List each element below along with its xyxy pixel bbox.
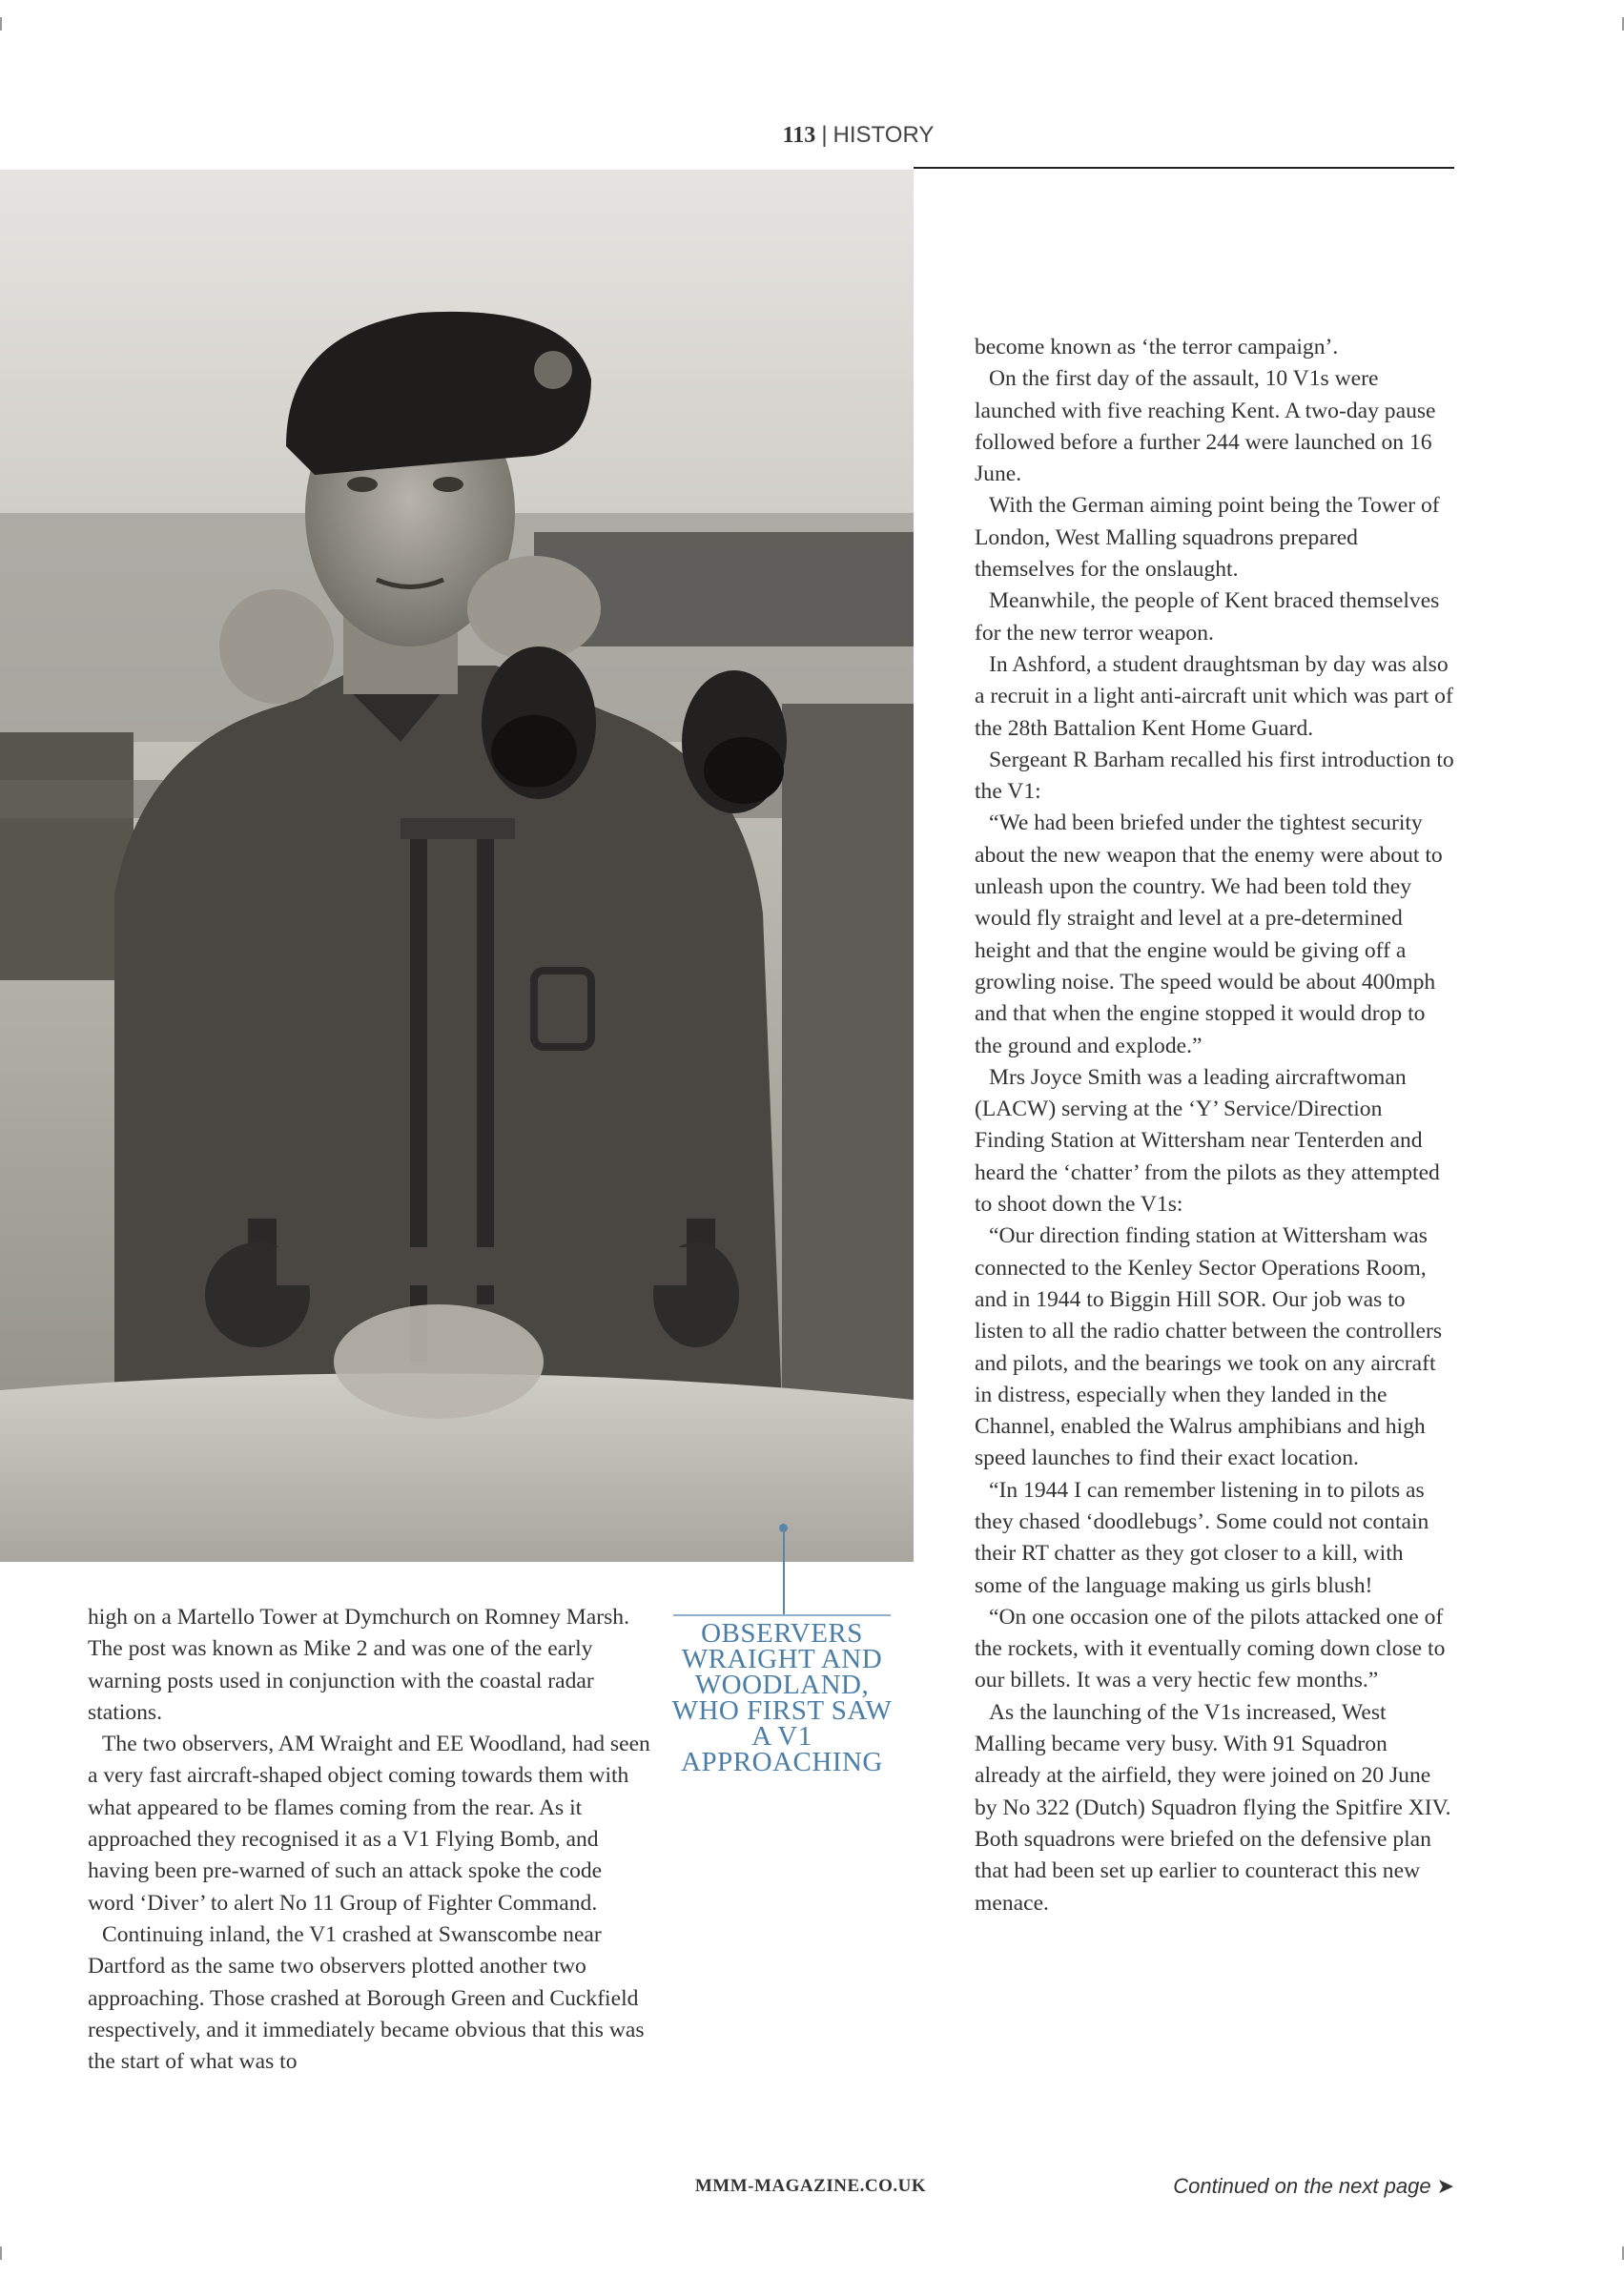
footer-url[interactable]: MMM-MAGAZINE.CO.UK	[694, 2176, 927, 2196]
paragraph: Meanwhile, the people of Kent braced themselves for the new terror weapon.	[975, 588, 1440, 646]
paragraph: On the first day of the assault, 10 V1s were launched with five reaching Kent. A two-day pause followed before a further 244 were launched on 16 June.	[975, 366, 1436, 487]
left-column	[88, 1602, 650, 2078]
arrow-right-icon: ➤	[1436, 2174, 1454, 2198]
paragraph: become known as ‘the terror campaign’.	[975, 335, 1339, 359]
paragraph: “On one occasion one of the pilots attacked one of the rockets, with it eventually coming down close to our billets. It was a very hectic few months.”	[975, 1604, 1446, 1693]
pull-quote-rule	[673, 1614, 891, 1616]
paragraph: Continuing inland, the V1 crashed at Swanscombe near Dartford as the same two observers plotted another two approaching. Those crashed at Borough Green and Cuckfield respectively, and it immediately became obvious that this was the start of what was to	[88, 1921, 645, 2075]
paragraph: “Our direction finding station at Wittersham was connected to the Kenley Sector Operations Room, and in 1944 to Biggin Hill SOR. Our job was to listen to all the radio chatter between the controllers and pilots, and the bearings we took on any aircraft in distress, especially when they landed in the Channel, enabled the Walrus amphibians and high speed launches to find their exact location.	[975, 1223, 1443, 1471]
page-number: 113	[782, 123, 816, 148]
paragraph: With the German aiming point being the Tower of London, West Malling squadrons prepared themselves for the onslaught.	[975, 493, 1440, 583]
page-header	[668, 122, 1049, 149]
header-separator: |	[821, 122, 828, 148]
header-rule	[914, 167, 1454, 169]
paragraph: high on a Martello Tower at Dymchurch on Romney Marsh. The post was known as Mike 2 and was one of the early warning posts used in conjunction with the coastal radar stations.	[88, 1605, 629, 1725]
section-title: HISTORY	[833, 122, 935, 148]
right-column	[975, 332, 1456, 1919]
paragraph: “We had been briefed under the tightest security about the new weapon that the enemy were about to unleash upon the country. We had been told they would fly straight and level at a pre-determined height and that the engine would be giving off a growling noise. The speed would be about 400mph and that when the engine stopped it would drop to the ground and explode.”	[975, 810, 1443, 1058]
paragraph: “In 1944 I can remember listening in to pilots as they chased ‘doodlebugs’. Some could not contain their RT chatter as they got closer to a kill, with some of the language making us girls blush!	[975, 1477, 1429, 1598]
soldier-with-binoculars-photo	[0, 170, 914, 1562]
pull-quote-line	[783, 1528, 785, 1615]
paragraph: Mrs Joyce Smith was a leading aircraftwoman (LACW) serving at the ‘Y’ Service/Direction Finding Station at Wittersham near Tenterden and heard the ‘chatter’ from the pilots as they attempted to shoot down the V1s:	[975, 1064, 1440, 1218]
continued-notice[interactable]	[1078, 2174, 1454, 2199]
pull-quote: OBSERVERS WRAIGHT AND WOODLAND, WHO FIRST SAW A V1 APPROACHING	[671, 1618, 893, 1777]
crop-mark	[0, 2246, 2, 2260]
paragraph: Sergeant R Barham recalled his first introduction to the V1:	[975, 747, 1454, 805]
crop-mark	[0, 17, 2, 31]
paragraph: As the launching of the V1s increased, West Malling became very busy. With 91 Squadron already at the airfield, they were joined on 20 June by No 322 (Dutch) Squadron flying the Spitfire XIV. Both squadrons were briefed on the defensive plan that had been set up earlier to counteract this new menace.	[975, 1699, 1451, 1916]
paragraph: In Ashford, a student draughtsman by day was also a recruit in a light anti-aircraft unit which was part of the 28th Battalion Kent Home Guard.	[975, 651, 1453, 741]
paragraph: The two observers, AM Wraight and EE Woodland, had seen a very fast aircraft-shaped object coming towards them with what appeared to be flames coming from the rear. As it approached they recognised it as a V1 Flying Bomb, and having been pre-warned of such an attack spoke the code word ‘Diver’ to alert No 11 Group of Fighter Command.	[88, 1732, 650, 1916]
continued-label: Continued on the next page	[1173, 2174, 1431, 2198]
